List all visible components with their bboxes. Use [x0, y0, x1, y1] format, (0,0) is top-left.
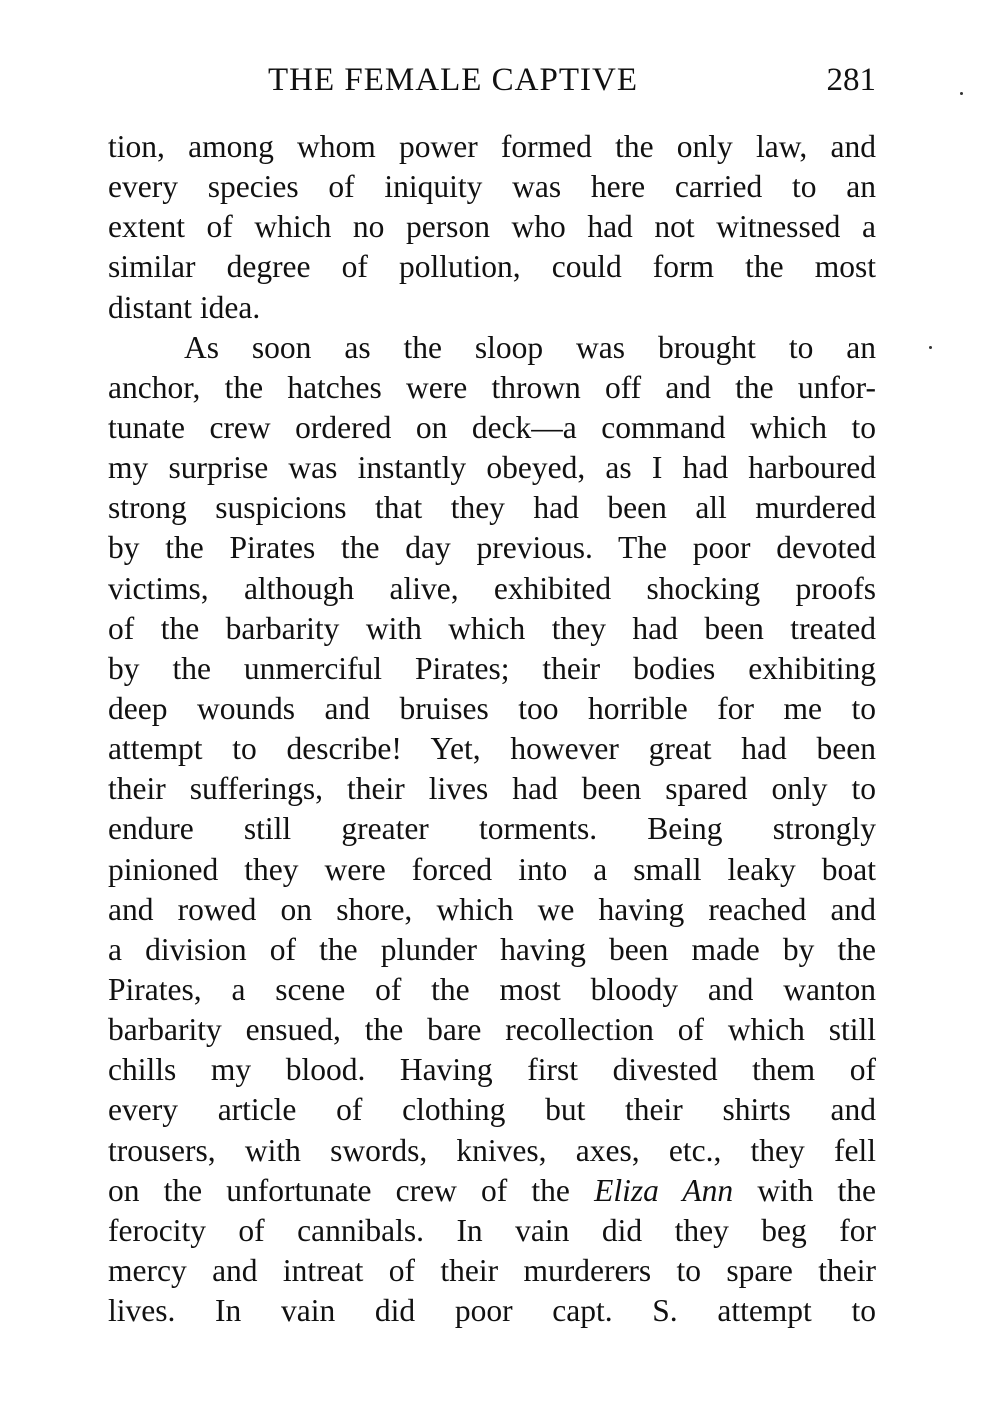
body-text: [108, 127, 876, 1331]
running-title: THE FEMALE CAPTIVE: [268, 62, 638, 98]
print-speck: [960, 92, 963, 95]
page-number: 281: [826, 62, 876, 98]
text-line: my surprise was instantly obeyed, as I had harboured: [108, 450, 876, 486]
text-line: every article of clothing but their shirts and: [108, 1092, 876, 1128]
running-header: [108, 55, 876, 105]
text-segment: on the unfortunate crew of the: [108, 1172, 595, 1208]
text-line: chills my blood. Having first divested them of: [108, 1052, 876, 1088]
text-line: by the unmerciful Pirates; their bodies exhibiting: [108, 650, 876, 686]
text-line: victims, although alive, exhibited shocking proofs: [108, 570, 876, 606]
text-line: anchor, the hatches were thrown off and the unfor-: [108, 369, 876, 405]
text-line: a division of the plunder having been made by the: [108, 931, 876, 967]
ship-name-italic: Eliza Ann: [594, 1172, 734, 1208]
text-line: their sufferings, their lives had been spared only to: [108, 771, 876, 807]
text-line: pinioned they were forced into a small leaky boat: [108, 851, 876, 887]
text-line: tunate crew ordered on deck—a command which to: [108, 409, 876, 445]
text-line: strong suspicions that they had been all murdered: [108, 490, 876, 526]
text-line-with-italic: [108, 1171, 876, 1211]
text-line: endure still greater torments. Being strongly: [108, 811, 876, 847]
text-line: trousers, with swords, knives, axes, etc., they fell: [108, 1132, 876, 1168]
text-line: extent of which no person who had not witnessed a: [108, 209, 876, 245]
text-line: every species of iniquity was here carried to an: [108, 169, 876, 205]
text-line: similar degree of pollution, could form the most: [108, 249, 876, 285]
text-line: As soon as the sloop was brought to an: [184, 329, 876, 365]
text-segment: with the: [733, 1172, 876, 1208]
text-line: by the Pirates the day previous. The poor devoted: [108, 530, 876, 566]
text-line: Pirates, a scene of the most bloody and wanton: [108, 971, 876, 1007]
text-line: mercy and intreat of their murderers to spare their: [108, 1252, 876, 1288]
text-line: deep wounds and bruises too horrible for me to: [108, 690, 876, 726]
text-line: barbarity ensued, the bare recollection of which still: [108, 1012, 876, 1048]
text-line: tion, among whom power formed the only law, and: [108, 129, 876, 164]
print-speck: [929, 346, 932, 349]
text-line: and rowed on shore, which we having reached and: [108, 891, 876, 927]
text-line: attempt to describe! Yet, however great had been: [108, 731, 876, 767]
text-line: distant idea.: [108, 289, 261, 325]
text-line: of the barbarity with which they had been treated: [108, 610, 876, 646]
text-line: ferocity of cannibals. In vain did they beg for: [108, 1212, 876, 1248]
text-line: lives. In vain did poor capt. S. attempt to: [108, 1293, 876, 1329]
